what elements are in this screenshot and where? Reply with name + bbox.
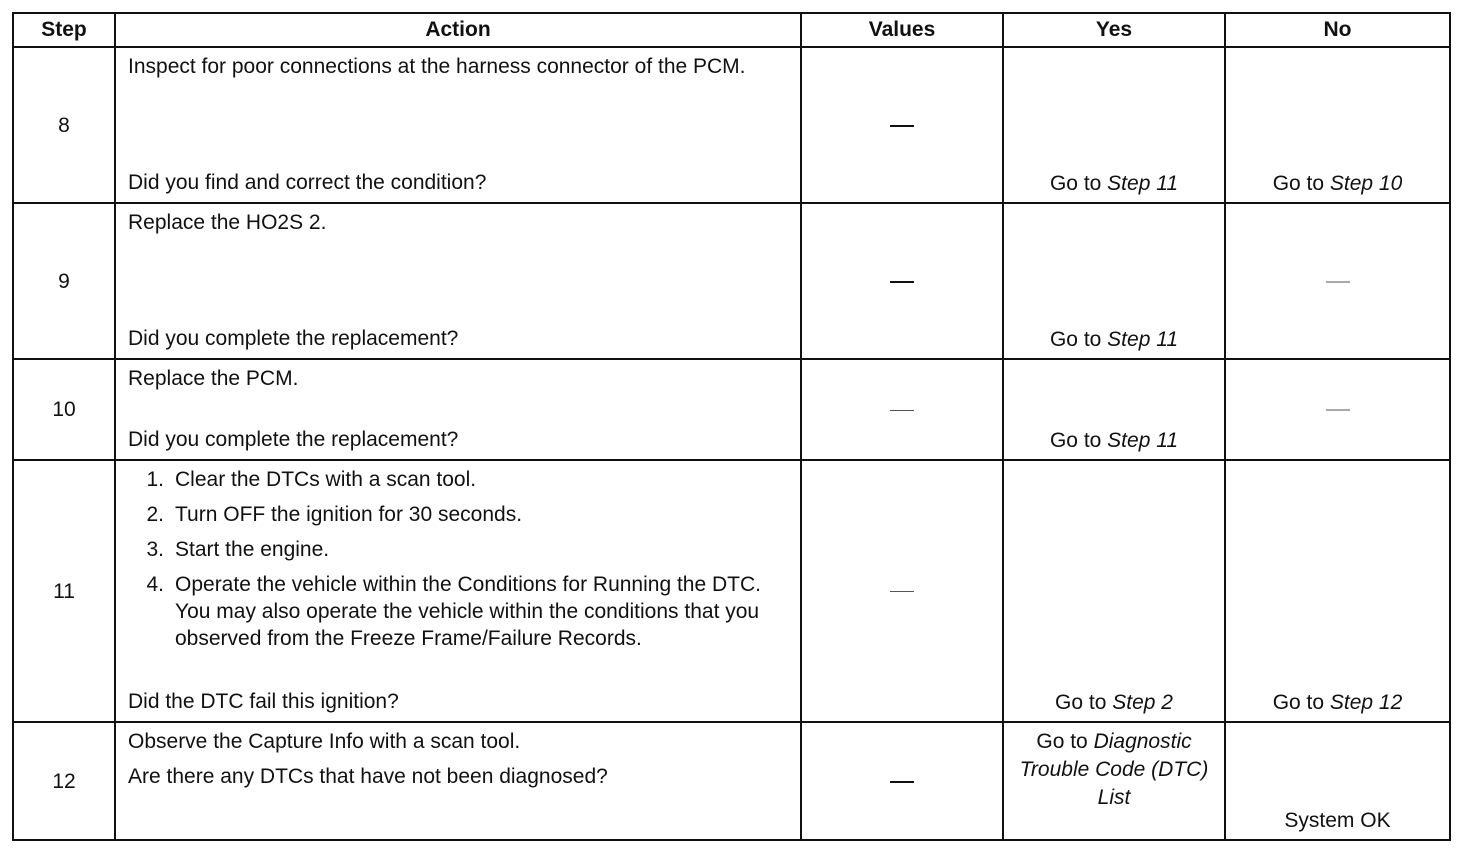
list-item — [128, 536, 788, 563]
yes-cell — [1003, 460, 1225, 722]
header-values: Values — [801, 13, 1003, 47]
no-prefix: Go to — [1272, 172, 1330, 195]
yes-result[interactable] — [1008, 326, 1220, 353]
step-number: 10 — [13, 359, 115, 460]
table-row — [13, 47, 1450, 203]
no-result: System OK — [1284, 809, 1391, 832]
action-question: Did you complete the replacement? — [128, 327, 459, 350]
values-cell — [801, 203, 1003, 359]
action-steps-list — [128, 466, 788, 652]
no-cell — [1225, 359, 1450, 460]
yes-prefix: Go to — [1036, 730, 1094, 753]
action-text: Inspect for poor connections at the harness connector of the PCM. — [128, 55, 746, 78]
no-dash — [1326, 281, 1350, 282]
yes-cell — [1003, 359, 1225, 460]
yes-link[interactable]: Step 11 — [1107, 429, 1179, 452]
yes-prefix: Go to — [1049, 328, 1108, 351]
action-cell — [115, 460, 801, 722]
step-number: 8 — [13, 47, 115, 203]
yes-link[interactable]: Step 11 — [1107, 328, 1179, 351]
yes-result[interactable] — [1008, 689, 1220, 716]
table-row — [13, 203, 1450, 359]
values-dash — [890, 125, 914, 127]
header-no: No — [1225, 13, 1450, 47]
yes-result[interactable] — [1008, 427, 1220, 454]
yes-prefix: Go to — [1055, 691, 1113, 714]
yes-cell — [1003, 722, 1225, 840]
list-item-text: Clear the DTCs with a scan tool. — [175, 468, 477, 491]
yes-link[interactable]: Diagnostic Trouble Code (DTC) List — [1019, 730, 1209, 809]
action-question: Did you complete the replacement? — [128, 428, 459, 451]
list-item-number: 1. — [146, 468, 164, 491]
list-item-number: 3. — [146, 538, 164, 561]
no-result[interactable] — [1230, 170, 1445, 197]
table-row — [13, 460, 1450, 722]
table-row — [13, 359, 1450, 460]
list-item-text: Turn OFF the ignition for 30 seconds. — [175, 503, 523, 526]
diagnostic-table — [12, 12, 1451, 841]
values-dash — [890, 781, 914, 783]
values-cell — [801, 359, 1003, 460]
header-action: Action — [115, 13, 801, 47]
values-cell — [801, 460, 1003, 722]
yes-result[interactable] — [1008, 170, 1220, 197]
values-dash — [890, 410, 914, 411]
step-number: 12 — [13, 722, 115, 840]
no-dash — [1326, 410, 1350, 411]
yes-cell — [1003, 47, 1225, 203]
header-yes: Yes — [1003, 13, 1225, 47]
header-row — [13, 13, 1450, 47]
header-step: Step — [13, 13, 115, 47]
list-item-number: 4. — [146, 573, 164, 596]
no-cell — [1225, 460, 1450, 722]
action-cell — [115, 203, 801, 359]
action-cell — [115, 722, 801, 840]
list-item — [128, 466, 788, 493]
action-cell — [115, 359, 801, 460]
yes-cell — [1003, 203, 1225, 359]
action-text: Observe the Capture Info with a scan tool. — [128, 730, 521, 753]
no-cell — [1225, 722, 1450, 840]
no-cell — [1225, 47, 1450, 203]
step-number: 11 — [13, 460, 115, 722]
action-question: Did the DTC fail this ignition? — [128, 690, 399, 713]
action-question: Did you find and correct the condition? — [128, 171, 487, 194]
values-cell — [801, 47, 1003, 203]
list-item — [128, 571, 788, 652]
list-item-text: Operate the vehicle within the Conditions for Running the DTC. You may also operate the vehicle within the conditions that you observed from the Freeze Frame/Failure Records. — [175, 573, 761, 650]
values-cell — [801, 722, 1003, 840]
action-text: Replace the PCM. — [128, 367, 299, 390]
step-number: 9 — [13, 203, 115, 359]
action-question: Are there any DTCs that have not been diagnosed? — [128, 765, 608, 788]
no-cell — [1225, 203, 1450, 359]
table-row — [13, 722, 1450, 840]
list-item-text: Start the engine. — [175, 538, 330, 561]
yes-link[interactable]: Step 11 — [1107, 172, 1179, 195]
yes-link[interactable]: Step 2 — [1112, 691, 1173, 714]
values-dash — [890, 281, 914, 283]
no-link[interactable]: Step 10 — [1329, 172, 1403, 195]
no-link[interactable]: Step 12 — [1329, 691, 1403, 714]
yes-result[interactable] — [1008, 728, 1220, 812]
no-prefix: Go to — [1272, 691, 1330, 714]
list-item-number: 2. — [146, 503, 164, 526]
no-result[interactable] — [1230, 689, 1445, 716]
yes-prefix: Go to — [1049, 429, 1108, 452]
values-dash — [890, 591, 914, 592]
yes-prefix: Go to — [1049, 172, 1108, 195]
list-item — [128, 501, 788, 528]
action-cell — [115, 47, 801, 203]
action-text: Replace the HO2S 2. — [128, 211, 327, 234]
